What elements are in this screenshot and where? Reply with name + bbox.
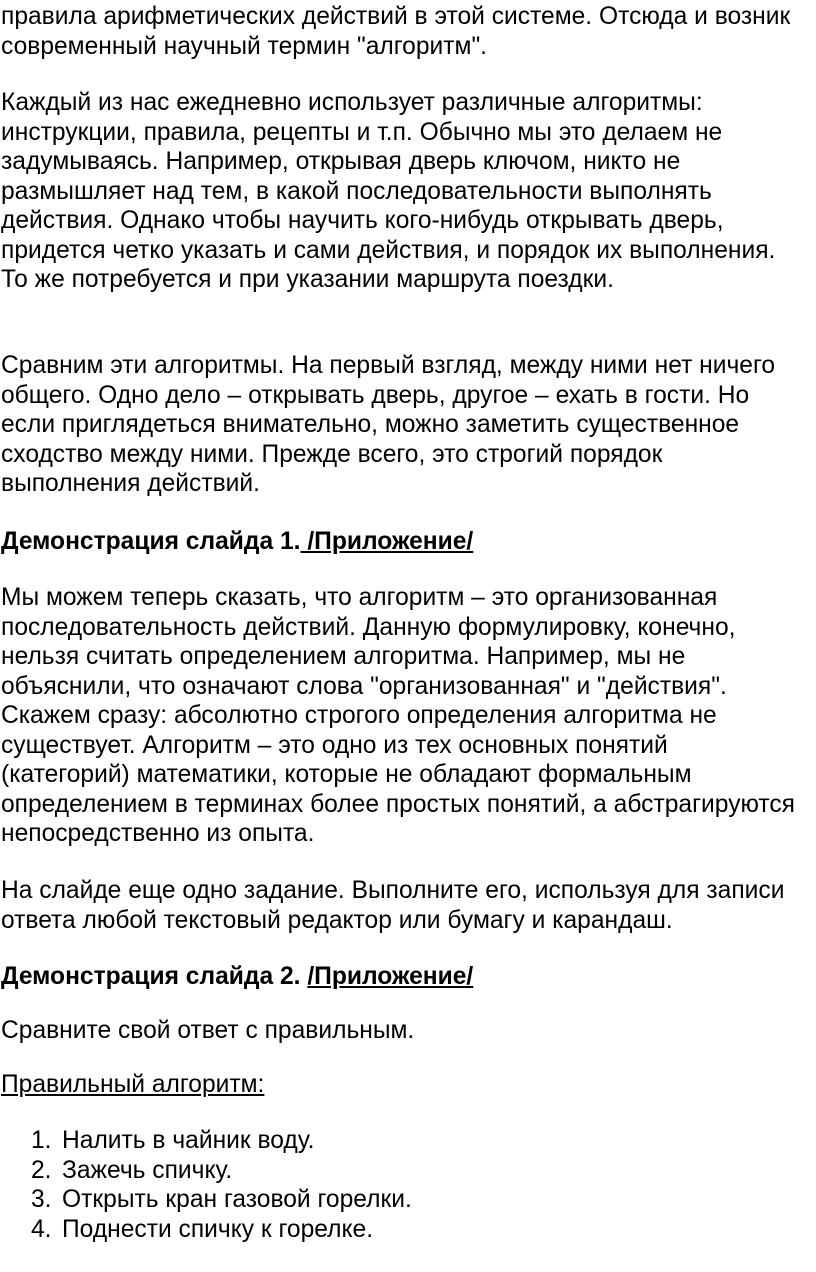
slide-2-heading xyxy=(0,962,801,992)
list-item-number: 3. xyxy=(31,1186,52,1213)
list-item-number: 1. xyxy=(31,1127,52,1154)
list-item-number: 2. xyxy=(31,1156,52,1184)
list-item-text: Открыть кран газовой горелки. xyxy=(62,1186,412,1213)
list-item xyxy=(0,1215,800,1245)
appendix-link-2[interactable]: /Приложение/ xyxy=(307,963,474,990)
paragraph-3: Сравним эти алгоритмы. На первый взгляд, между ними нет ничего общего. Одно дело – открывать дверь, другое – ехать в гости. Но если приглядеться внимательно, можно заметить существенное сходство между ними. Прежде всего, это строгий порядок выполнения действий. xyxy=(1,352,776,497)
list-item xyxy=(0,1156,800,1186)
list-item-text: Поднести спичку к горелке. xyxy=(62,1215,374,1243)
appendix-link-1[interactable]: /Приложение/ xyxy=(300,528,474,555)
list-item xyxy=(0,1185,800,1215)
list-item-text: Зажечь спичку. xyxy=(62,1156,233,1184)
slide-1-heading-text: Демонстрация слайда 1. xyxy=(1,528,301,555)
paragraph-2: Каждый из нас ежедневно использует различные алгоритмы: инструкции, правила, рецепты и т.п. Обычно мы это делаем не задумываясь. Например, открывая дверь ключом, никто не размышляет над тем, в какой последовательности выполнять действия. Однако чтобы научить кого-нибудь открывать дверь, придется четко указать и сами действия, и порядок их выполнения. То же потребуется и при указании маршрута поездки. xyxy=(1,89,776,293)
slide-2-heading-text: Демонстрация слайда 2. xyxy=(1,963,308,990)
list-item xyxy=(0,1126,800,1156)
slide-1-heading xyxy=(0,527,801,557)
paragraph-1: правила арифметических действий в этой системе. Отсюда и возник современный научный термин "алгоритм". xyxy=(1,3,791,60)
paragraph-5: На слайде еще одно задание. Выполните его, используя для записи ответа любой текстовый редактор или бумагу и карандаш. xyxy=(1,877,785,934)
list-title: Правильный алгоритм: xyxy=(1,1071,265,1098)
algorithm-steps-list xyxy=(0,1126,800,1244)
paragraph-4: Мы можем теперь сказать, что алгоритм – это организованная последовательность действий. Данную формулировку, конечно, нельзя считать определением алгоритма. Например, мы не объяснили, что означают слова "организованная" и "действия". Скажем сразу: абсолютно строгого определения алгоритма не существует. Алгоритм – это одно из тех основных понятий (категорий) математики, которые не обладают формальным определением в терминах более простых понятий, а абстрагируются непосредственно из опыта. xyxy=(1,584,796,847)
paragraph-6: Сравните свой ответ с правильным. xyxy=(1,1017,415,1044)
list-item-number: 4. xyxy=(31,1215,52,1243)
list-item-text: Налить в чайник воду. xyxy=(62,1127,315,1154)
